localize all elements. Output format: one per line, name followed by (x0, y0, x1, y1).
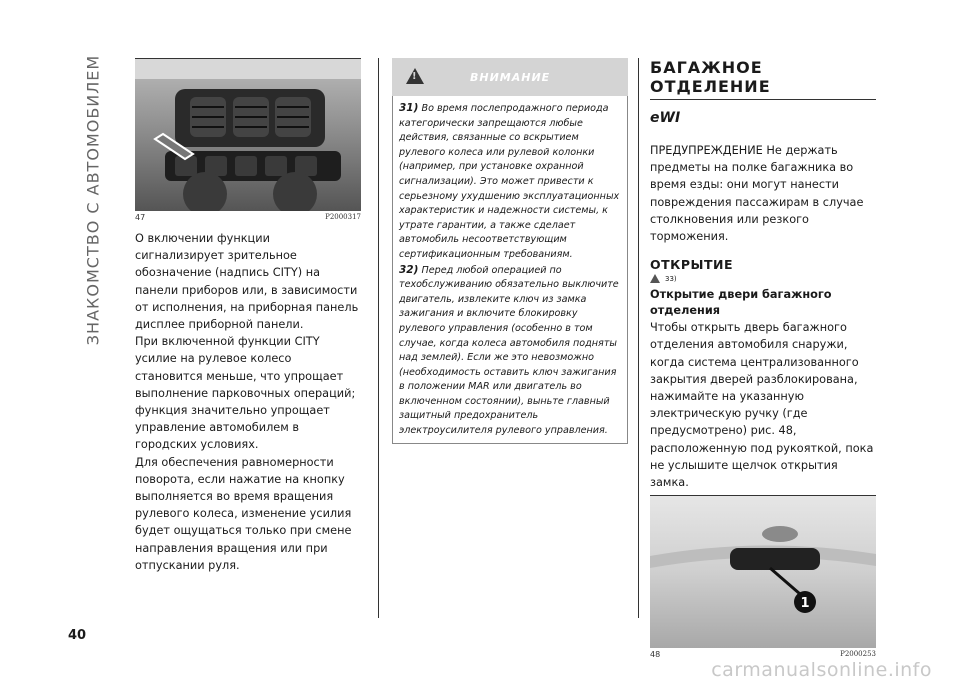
warning-header (392, 58, 628, 96)
callout-label: 1 (800, 596, 810, 612)
figure-caption: 47 P2000317 (135, 213, 361, 222)
subheading-trunk-door: Открытие двери багажного отделения (650, 288, 832, 318)
paragraph: О включении функции сигнализирует зрительное обозначение (надпись CITY) на панели приборов или, в зависимости от исполнения, на приборная панель дисплее приборной панели. (135, 232, 359, 332)
warning-triangle-icon (406, 68, 424, 84)
figure-caption: 48 P2000253 (650, 650, 876, 660)
warning-body (392, 96, 628, 444)
warning-item: 31) Во время послепродажного периода категорически запрещаются любые действия, связанные со вскрытием рулевого колеса или рулевой колонки (например, при установке охранной сигнализации). Это может привести к серьезному ухудшению эксплуатационных характеристик и надежности системы, к утрате гарантии, а также сделает автомобиль несоответствующим сертификационным требованиям. (399, 102, 620, 260)
chapter-side-title: ЗНАКОМСТВО С АВТОМОБИЛЕМ (83, 54, 103, 346)
paragraph: ПРЕДУПРЕЖДЕНИЕ Не держать предметы на полке багажника во время езды: они могут нанести повреждения пассажирам в случае столкновения или резкого торможения. (650, 144, 864, 244)
figure-48 (650, 495, 876, 648)
column-divider (638, 58, 639, 618)
trunk-handle-photo (650, 496, 876, 648)
warning-item: 32) Перед любой операцией по техобслуживанию обязательно выключите двигатель, извлеките ключ из замка зажигания и включите блокировку рулевого управления (особенно в том случае, когда колеса автомобиля подняты над землей). Если же это невозможно (необходимость оставить ключ зажигания в положении MAR или двигатель во включенном состоянии), выньте главный защитный предохранитель электроусилителя рулевого управления. (399, 263, 619, 437)
section-heading: БАГАЖНОЕ ОТДЕЛЕНИЕ (650, 58, 876, 100)
figure-47 (135, 58, 361, 211)
column-divider (378, 58, 379, 618)
reference: 33) (650, 274, 876, 283)
column-right (650, 58, 876, 659)
dashboard-vents-photo (135, 59, 361, 211)
paragraph: Для обеспечения равномерности поворота, если нажатие на кнопку выполняется во время вращения рулевого колеса, изменение усилия будет ощущаться только при смене направления вращения или при отпускании руля. (135, 455, 352, 572)
warning-box (392, 58, 628, 444)
paragraph: Чтобы открыть дверь багажного отделения автомобиля снаружи, когда система централизованного закрытия дверей разблокирована, нажимайте на указанную электрическую ручку (где предусмотрено) рис. 48, расположенную под рукояткой, пока не услышите щелчок открытия замка. (650, 321, 874, 490)
warning-title: ВНИМАНИЕ (470, 70, 551, 84)
watermark: carmanualsonline.info (711, 659, 932, 681)
warning-triangle-icon (650, 274, 660, 283)
ewi-icon: eWI (650, 110, 681, 126)
page-number: 40 (68, 628, 87, 643)
paragraph: При включенной функции CITY усилие на рулевое колесо становится меньше, что упрощает выполнение парковочных операций; функция значительно упрощает управление автомобилем в городских условиях. (135, 335, 356, 452)
column-left (135, 58, 361, 574)
subheading-opening: ОТКРЫТИЕ (650, 257, 734, 273)
